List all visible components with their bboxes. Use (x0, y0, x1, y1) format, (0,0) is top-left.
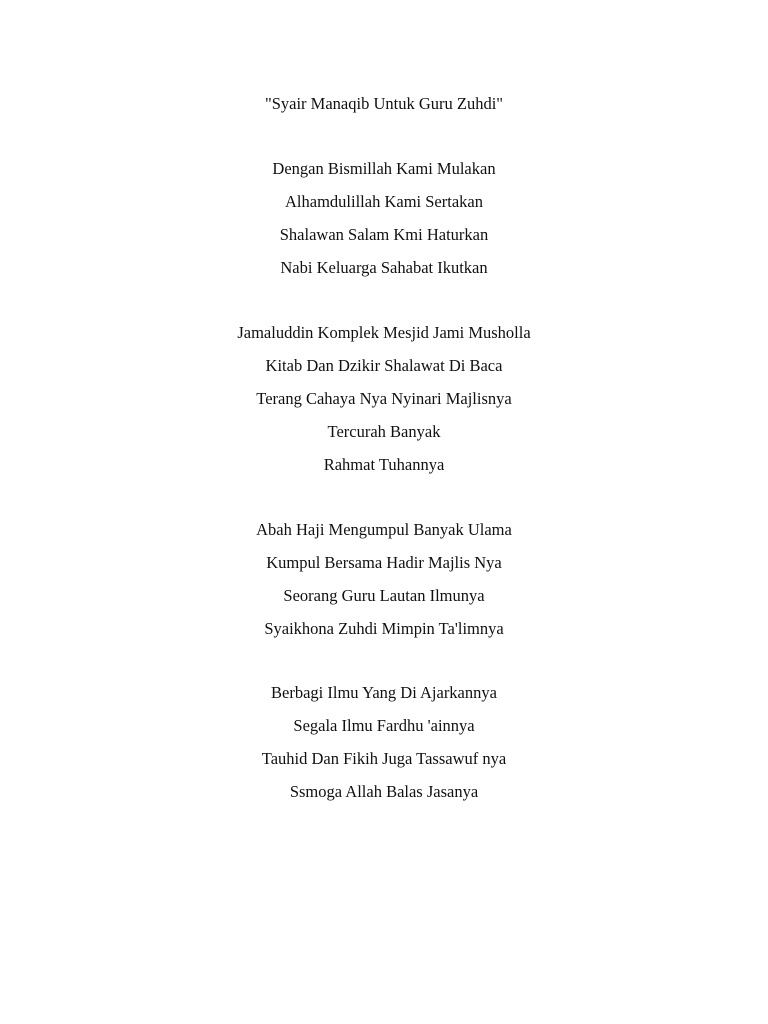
stanza-4 (0, 681, 768, 813)
poem-title: "Syair Manaqib Untuk Guru Zuhdi" (264, 94, 504, 113)
stanza-1 (0, 157, 768, 289)
poem-line: Syaikhona Zuhdi Mimpin Ta'limnya (264, 619, 504, 638)
poem-line: Ssmoga Allah Balas Jasanya (289, 782, 479, 801)
poem-line: Alhamdulillah Kami Sertakan (285, 192, 483, 211)
poem-line: Seorang Guru Lautan Ilmunya (283, 586, 485, 605)
poem-line: Terang Cahaya Nya Nyinari Majlisnya (256, 389, 512, 408)
stanza-3 (0, 518, 768, 650)
poem-line: Dengan Bismillah Kami Mulakan (272, 159, 496, 178)
poem-line: Segala Ilmu Fardhu 'ainnya (293, 716, 475, 735)
poem-line: Berbagi Ilmu Yang Di Ajarkannya (271, 683, 497, 702)
poem-line: Rahmat Tuhannya (323, 455, 445, 474)
poem-line: Tercurah Banyak (327, 422, 441, 441)
poem-line: Kitab Dan Dzikir Shalawat Di Baca (265, 356, 503, 375)
poem-line: Nabi Keluarga Sahabat Ikutkan (280, 258, 488, 277)
poem-line: Kumpul Bersama Hadir Majlis Nya (266, 553, 502, 572)
poem-line: Shalawan Salam Kmi Haturkan (279, 225, 489, 244)
stanza-2 (0, 321, 768, 486)
poem-line: Tauhid Dan Fikih Juga Tassawuf nya (261, 749, 507, 768)
poem-line: Abah Haji Mengumpul Banyak Ulama (256, 520, 512, 539)
poem-line: Jamaluddin Komplek Mesjid Jami Musholla (237, 323, 531, 342)
